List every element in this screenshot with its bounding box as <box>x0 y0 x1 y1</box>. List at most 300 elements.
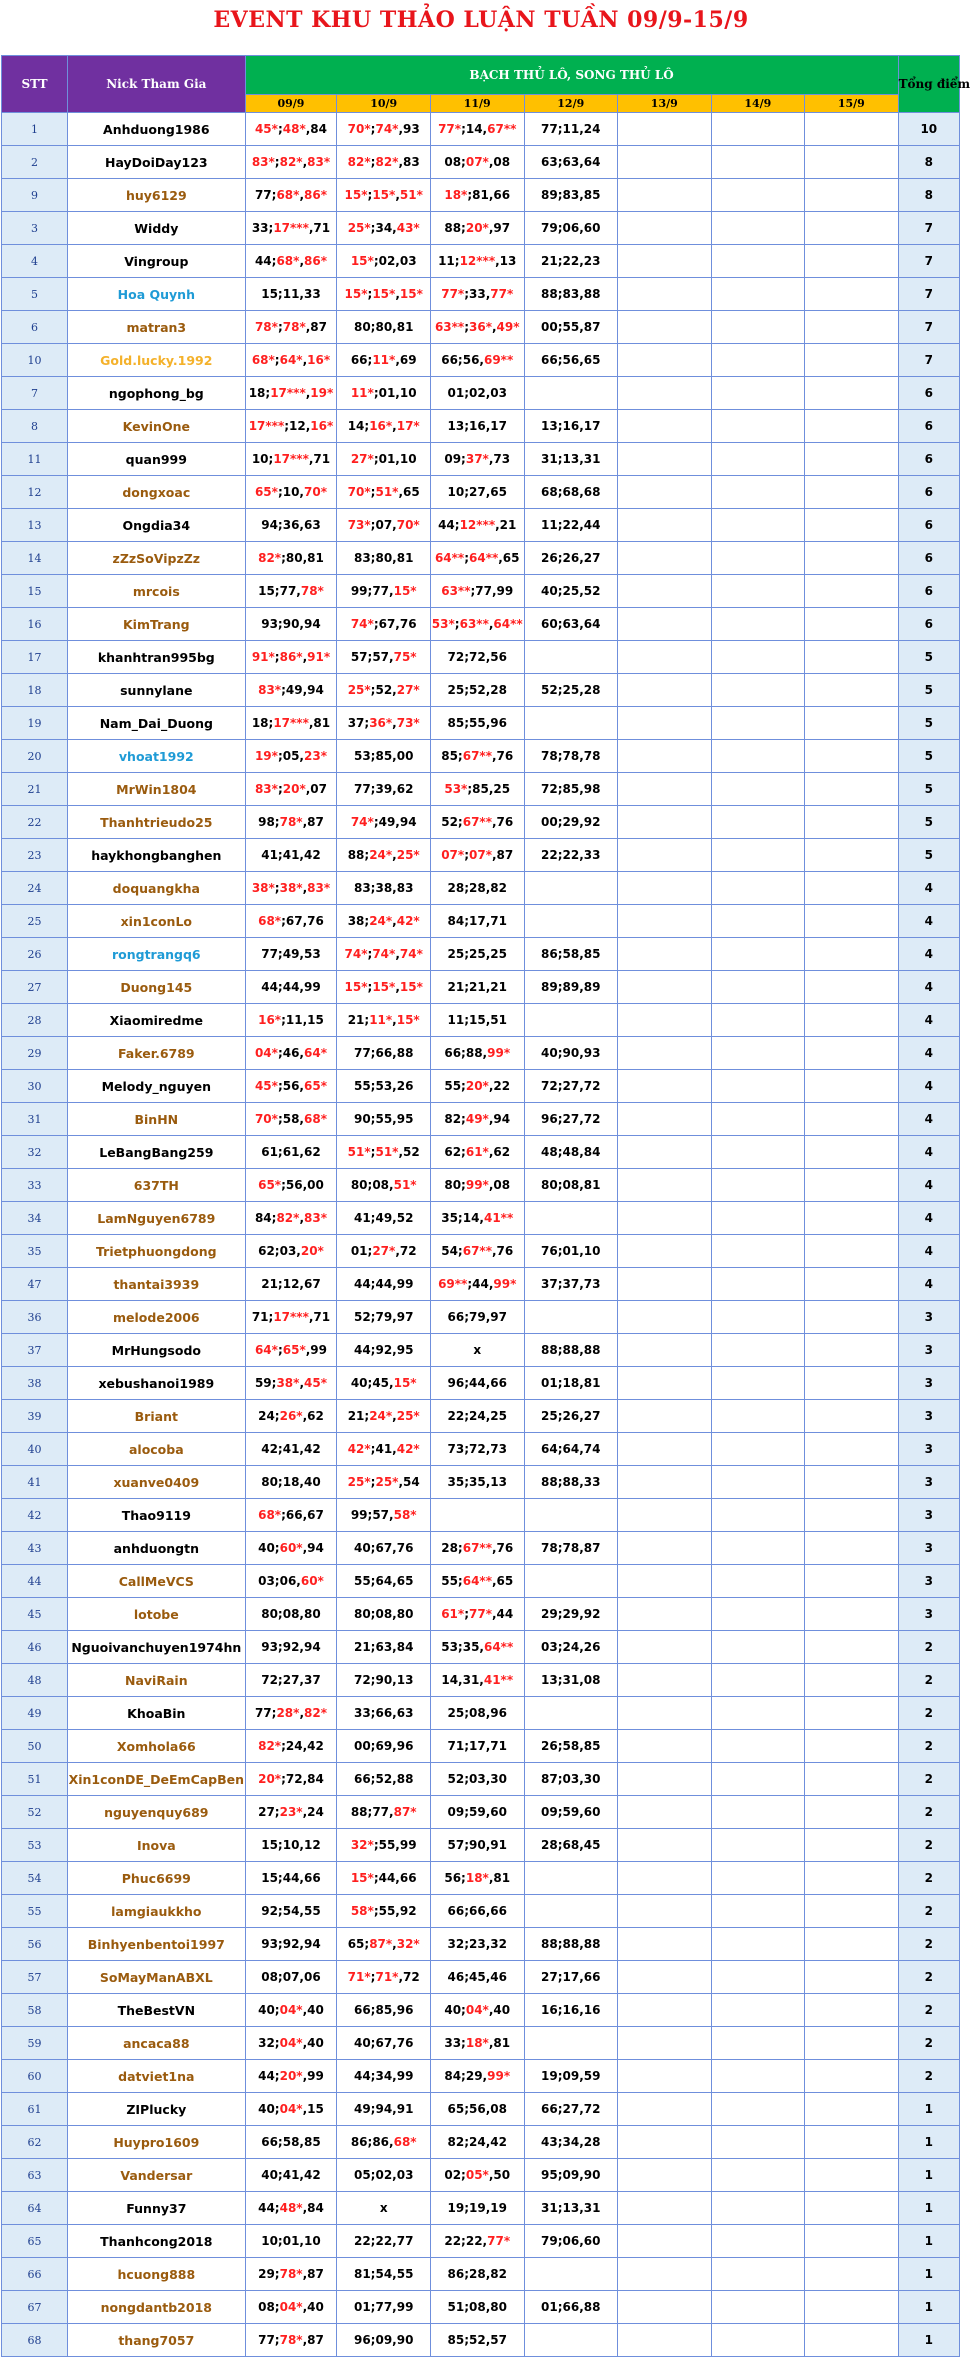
plain-number: 08; <box>444 155 466 169</box>
row-day-value: 40;41,42 <box>245 2159 337 2192</box>
row-total: 4 <box>898 938 959 971</box>
row-day-value <box>337 1235 431 1268</box>
hit-number: 64* <box>304 1046 327 1060</box>
row-day-value: 78;78,78 <box>524 740 618 773</box>
plain-number: ,93 <box>398 122 420 136</box>
plain-number: , <box>299 1211 304 1225</box>
hit-number: 60* <box>279 1541 303 1555</box>
row-stt: 67 <box>2 2291 68 2324</box>
row-day-value <box>245 311 337 344</box>
row-day-value <box>337 674 431 707</box>
row-day-value <box>711 1433 805 1466</box>
row-nick: Xomhola66 <box>68 1730 245 1763</box>
row-total: 1 <box>898 2192 959 2225</box>
row-day-value <box>430 773 524 806</box>
row-nick: melode2006 <box>68 1301 245 1334</box>
row-day-value <box>618 1301 712 1334</box>
table-row <box>2 410 960 443</box>
row-total: 4 <box>898 1136 959 1169</box>
hit-number: 53* <box>444 782 468 796</box>
row-day-value <box>711 1598 805 1631</box>
row-day-value: 01;77,99 <box>337 2291 431 2324</box>
row-day-value <box>337 1367 431 1400</box>
hit-number: 82* <box>347 155 371 169</box>
row-total: 3 <box>898 1433 959 1466</box>
table-row <box>2 509 960 542</box>
row-nick: vhoat1992 <box>68 740 245 773</box>
row-total: 2 <box>898 1862 959 1895</box>
hit-number: 17* <box>396 419 420 433</box>
hit-number: 42* <box>347 1442 371 1456</box>
plain-number: ,71 <box>308 452 331 466</box>
plain-number: ;44,66 <box>373 1871 417 1885</box>
row-day-value <box>711 905 805 938</box>
row-day-value <box>618 1928 712 1961</box>
row-nick: NaviRain <box>68 1664 245 1697</box>
plain-number: ,22 <box>488 1079 511 1093</box>
row-day-value <box>711 1895 805 1928</box>
row-nick: huy6129 <box>68 179 245 212</box>
row-stt: 23 <box>2 839 68 872</box>
hit-number: 43* <box>396 221 420 235</box>
row-day-value <box>711 278 805 311</box>
row-day-value <box>618 938 712 971</box>
row-day-value: 44;44,99 <box>245 971 337 1004</box>
row-day-value <box>337 971 431 1004</box>
row-day-value <box>711 311 805 344</box>
row-total: 2 <box>898 1730 959 1763</box>
row-day-value <box>805 839 899 872</box>
hit-number: 51* <box>375 485 399 499</box>
hit-number: 25* <box>347 683 371 697</box>
row-stt: 34 <box>2 1202 68 1235</box>
hit-number: 82* <box>276 1211 300 1225</box>
row-day-value <box>711 1796 805 1829</box>
plain-number: ; <box>274 650 280 664</box>
row-day-value: 79;06,60 <box>524 2225 618 2258</box>
row-day-value: 05;02,03 <box>337 2159 431 2192</box>
header-nick: Nick Tham Gia <box>68 56 245 113</box>
row-day-value <box>337 377 431 410</box>
row-day-value: 61;61,62 <box>245 1136 337 1169</box>
hit-number: 17*** <box>248 419 285 433</box>
row-day-value: 94;36,63 <box>245 509 337 542</box>
hit-number: 17*** <box>270 386 306 400</box>
row-day-value <box>618 1697 712 1730</box>
table-row <box>2 1598 960 1631</box>
hit-number: 12*** <box>459 254 496 268</box>
plain-number: , <box>488 617 494 631</box>
row-total: 1 <box>898 2225 959 2258</box>
row-day-value <box>805 1466 899 1499</box>
row-day-value: 80;18,40 <box>245 1466 337 1499</box>
row-day-value <box>524 1565 618 1598</box>
plain-number: 77; <box>254 188 277 202</box>
row-total: 3 <box>898 1598 959 1631</box>
row-day-value <box>805 1037 899 1070</box>
row-total: 7 <box>898 278 959 311</box>
row-day-value: 40;90,93 <box>524 1037 618 1070</box>
row-day-value: 82;24,42 <box>430 2126 524 2159</box>
plain-number: ,87 <box>491 848 514 862</box>
hit-number: 15* <box>344 188 368 202</box>
plain-number: ;41, <box>370 1442 397 1456</box>
row-day-value <box>618 179 712 212</box>
row-day-value: 60;63,64 <box>524 608 618 641</box>
header-day: 13/9 <box>618 94 712 112</box>
hit-number: 27* <box>350 452 374 466</box>
row-total: 2 <box>898 1994 959 2027</box>
hit-number: 69** <box>438 1277 468 1291</box>
hit-number: 99* <box>493 1277 517 1291</box>
plain-number: ; <box>367 980 373 994</box>
row-day-value <box>337 905 431 938</box>
hit-number: 28* <box>276 1706 300 1720</box>
plain-number: , <box>392 914 397 928</box>
row-day-value: 29;29,92 <box>524 1598 618 1631</box>
row-nick: Thao9119 <box>68 1499 245 1532</box>
table-row <box>2 179 960 212</box>
plain-number: 84; <box>254 1211 277 1225</box>
plain-number: ,76 <box>491 1244 514 1258</box>
hit-number: 25* <box>347 221 371 235</box>
plain-number: ;10, <box>277 485 304 499</box>
row-nick: lotobe <box>68 1598 245 1631</box>
row-day-value: 15;11,33 <box>245 278 337 311</box>
table-row <box>2 1070 960 1103</box>
row-day-value: x <box>430 1334 524 1367</box>
row-day-value <box>711 1994 805 2027</box>
row-day-value <box>711 113 805 146</box>
row-day-value <box>245 542 337 575</box>
hit-number: 71* <box>375 1970 399 1984</box>
row-day-value <box>805 212 899 245</box>
row-day-value: 26;26,27 <box>524 542 618 575</box>
row-day-value <box>245 1796 337 1829</box>
table-row <box>2 146 960 179</box>
row-day-value <box>618 1895 712 1928</box>
hit-number: 74* <box>350 815 374 829</box>
row-day-value <box>245 476 337 509</box>
row-day-value: 44;44,99 <box>337 1268 431 1301</box>
plain-number: 80;08, <box>350 1178 394 1192</box>
table-row <box>2 1631 960 1664</box>
row-day-value: 25;08,96 <box>430 1697 524 1730</box>
plain-number: , <box>395 947 400 961</box>
row-nick: Nam_Dai_Duong <box>68 707 245 740</box>
row-day-value <box>337 608 431 641</box>
row-day-value <box>711 1136 805 1169</box>
row-day-value <box>805 1664 899 1697</box>
row-day-value: 37;37,73 <box>524 1268 618 1301</box>
row-day-value <box>711 1763 805 1796</box>
row-day-value <box>524 641 618 674</box>
hit-number: 69** <box>483 353 514 367</box>
row-stt: 62 <box>2 2126 68 2159</box>
hit-number: 15* <box>393 584 417 598</box>
row-day-value: 35;35,13 <box>430 1466 524 1499</box>
row-day-value: 63;63,64 <box>524 146 618 179</box>
row-day-value <box>711 2258 805 2291</box>
row-nick: xuanve0409 <box>68 1466 245 1499</box>
row-total: 2 <box>898 2027 959 2060</box>
header-day: 15/9 <box>805 94 899 112</box>
row-stt: 14 <box>2 542 68 575</box>
row-total: 3 <box>898 1499 959 1532</box>
row-day-value <box>245 344 337 377</box>
row-stt: 57 <box>2 1961 68 1994</box>
row-day-value: 22;24,25 <box>430 1400 524 1433</box>
plain-number: ; <box>464 848 469 862</box>
row-day-value: 77;11,24 <box>524 113 618 146</box>
hit-number: 74* <box>344 947 368 961</box>
row-stt: 7 <box>2 377 68 410</box>
row-day-value <box>711 938 805 971</box>
row-nick: thantai3939 <box>68 1268 245 1301</box>
hit-number: 15* <box>372 287 396 301</box>
plain-number: ,24 <box>302 1805 324 1819</box>
row-total: 2 <box>898 1763 959 1796</box>
plain-number: 86;86, <box>350 2135 394 2149</box>
plain-number: ;52, <box>370 683 397 697</box>
row-day-value <box>337 245 431 278</box>
table-row <box>2 1202 960 1235</box>
row-total: 2 <box>898 1928 959 1961</box>
row-day-value: 55;53,26 <box>337 1070 431 1103</box>
row-day-value: 92;54,55 <box>245 1895 337 1928</box>
row-day-value <box>337 278 431 311</box>
row-nick: mrcois <box>68 575 245 608</box>
row-day-value <box>711 344 805 377</box>
row-day-value: 51;08,80 <box>430 2291 524 2324</box>
hit-number: 42* <box>396 914 420 928</box>
row-day-value <box>245 410 337 443</box>
hit-number: 04* <box>254 1046 278 1060</box>
row-day-value <box>711 1499 805 1532</box>
plain-number: ;24,42 <box>281 1739 324 1753</box>
hit-number: 86* <box>304 188 327 202</box>
hit-number: 24* <box>369 914 393 928</box>
plain-number: 21; <box>347 1013 370 1027</box>
plain-number: ;49,94 <box>281 683 324 697</box>
hit-number: 17*** <box>273 221 309 235</box>
plain-number: 08; <box>258 2300 280 2314</box>
row-day-value: 76;01,10 <box>524 1235 618 1268</box>
row-day-value <box>337 1961 431 1994</box>
row-day-value: 28;68,45 <box>524 1829 618 1862</box>
row-day-value <box>618 2060 712 2093</box>
row-nick: lamgiaukkho <box>68 1895 245 1928</box>
row-nick: alocoba <box>68 1433 245 1466</box>
plain-number: 55; <box>441 1574 463 1588</box>
hit-number: 24* <box>369 848 393 862</box>
plain-number: ,72 <box>398 1970 420 1984</box>
plain-number: ,87 <box>302 2333 324 2347</box>
table-row <box>2 1829 960 1862</box>
row-day-value <box>805 1895 899 1928</box>
table-row <box>2 938 960 971</box>
hit-number: 51* <box>393 1178 417 1192</box>
row-day-value <box>618 2159 712 2192</box>
hit-number: 74* <box>375 122 399 136</box>
row-day-value <box>711 971 805 1004</box>
plain-number: ;81,66 <box>467 188 511 202</box>
plain-number: , <box>392 716 397 730</box>
table-row <box>2 1532 960 1565</box>
row-day-value <box>805 311 899 344</box>
row-day-value <box>245 1235 337 1268</box>
hit-number: 60* <box>300 1574 324 1588</box>
row-stt: 65 <box>2 2225 68 2258</box>
plain-number: , <box>395 287 400 301</box>
hit-number: 77* <box>487 2234 511 2248</box>
plain-number: 59; <box>254 1376 277 1390</box>
hit-number: 53* <box>431 617 455 631</box>
row-nick: Trietphuongdong <box>68 1235 245 1268</box>
row-day-value <box>805 1268 899 1301</box>
plain-number: 14; <box>347 419 370 433</box>
row-day-value <box>618 1730 712 1763</box>
row-stt: 1 <box>2 113 68 146</box>
hit-number: 23* <box>279 1805 303 1819</box>
row-nick: Xiaomiredme <box>68 1004 245 1037</box>
table-row <box>2 1664 960 1697</box>
table-row <box>2 1433 960 1466</box>
plain-number: 11; <box>438 254 460 268</box>
row-stt: 45 <box>2 1598 68 1631</box>
row-day-value <box>245 1532 337 1565</box>
hit-number: 04* <box>279 2300 303 2314</box>
row-day-value: 89;89,89 <box>524 971 618 1004</box>
row-total: 1 <box>898 2126 959 2159</box>
row-day-value <box>805 443 899 476</box>
hit-number: 15* <box>399 980 423 994</box>
row-day-value <box>618 2225 712 2258</box>
table-row <box>2 245 960 278</box>
row-total: 4 <box>898 1103 959 1136</box>
row-day-value <box>711 2324 805 2357</box>
row-stt: 51 <box>2 1763 68 1796</box>
plain-number: 44; <box>258 2069 280 2083</box>
row-day-value <box>524 1697 618 1730</box>
row-day-value <box>805 938 899 971</box>
plain-number: ,99 <box>305 1343 327 1357</box>
plain-number: ,40 <box>302 2003 324 2017</box>
row-day-value: 93;92,94 <box>245 1631 337 1664</box>
row-day-value <box>430 1862 524 1895</box>
row-day-value <box>618 212 712 245</box>
plain-number: 71; <box>251 1310 274 1324</box>
plain-number: ;33, <box>464 287 491 301</box>
row-total: 6 <box>898 377 959 410</box>
row-day-value <box>618 872 712 905</box>
row-total: 2 <box>898 1664 959 1697</box>
table-row <box>2 1235 960 1268</box>
row-day-value <box>618 1598 712 1631</box>
row-day-value <box>618 1136 712 1169</box>
table-row <box>2 278 960 311</box>
plain-number: ; <box>464 551 469 565</box>
plain-number: , <box>392 848 397 862</box>
row-total: 6 <box>898 410 959 443</box>
row-day-value <box>618 1796 712 1829</box>
row-day-value: 21;22,23 <box>524 245 618 278</box>
row-nick: LeBangBang259 <box>68 1136 245 1169</box>
row-day-value <box>805 905 899 938</box>
row-day-value <box>430 344 524 377</box>
row-day-value <box>805 1136 899 1169</box>
row-day-value <box>337 1499 431 1532</box>
row-nick: BinHN <box>68 1103 245 1136</box>
plain-number: ;02,03 <box>373 254 417 268</box>
hit-number: 63** <box>441 584 471 598</box>
row-day-value <box>430 575 524 608</box>
row-day-value: 93;90,94 <box>245 608 337 641</box>
row-day-value: 13;16,17 <box>430 410 524 443</box>
row-stt: 21 <box>2 773 68 806</box>
row-nick: datviet1na <box>68 2060 245 2093</box>
row-day-value: 42;41,42 <box>245 1433 337 1466</box>
row-day-value: 77;49,53 <box>245 938 337 971</box>
row-day-value <box>245 575 337 608</box>
row-day-value <box>711 2225 805 2258</box>
row-day-value: 27;17,66 <box>524 1961 618 1994</box>
plain-number: 98; <box>258 815 280 829</box>
row-stt: 12 <box>2 476 68 509</box>
hit-number: 91* <box>307 650 331 664</box>
plain-number: ,40 <box>302 2036 324 2050</box>
plain-number: 02; <box>444 2168 466 2182</box>
hit-number: 36* <box>469 320 492 334</box>
hit-number: 41** <box>483 1211 514 1225</box>
row-day-value <box>337 1862 431 1895</box>
hit-number: 78* <box>300 584 324 598</box>
hit-number: 61* <box>465 1145 489 1159</box>
row-stt: 49 <box>2 1697 68 1730</box>
row-day-value: 89;83,85 <box>524 179 618 212</box>
row-nick: KimTrang <box>68 608 245 641</box>
row-day-value: 01;02,03 <box>430 377 524 410</box>
row-total: 3 <box>898 1367 959 1400</box>
row-nick: Briant <box>68 1400 245 1433</box>
table-row <box>2 1862 960 1895</box>
row-day-value: 80;08,81 <box>524 1169 618 1202</box>
row-day-value: 52;03,30 <box>430 1763 524 1796</box>
hit-number: 65* <box>282 1343 306 1357</box>
hit-number: 67** <box>487 122 517 136</box>
hit-number: 04* <box>279 2036 303 2050</box>
plain-number: ; <box>277 320 283 334</box>
table-row <box>2 1103 960 1136</box>
table-row <box>2 1763 960 1796</box>
row-day-value: 22;22,33 <box>524 839 618 872</box>
results-table <box>1 55 970 2357</box>
row-day-value <box>711 1037 805 1070</box>
row-total: 3 <box>898 1334 959 1367</box>
row-day-value <box>711 179 805 212</box>
hit-number: 15* <box>393 1376 417 1390</box>
row-day-value: 31;13,31 <box>524 2192 618 2225</box>
table-row <box>2 773 960 806</box>
row-day-value <box>245 2192 337 2225</box>
row-day-value <box>711 2192 805 2225</box>
table-row <box>2 2291 960 2324</box>
plain-number: 15;77, <box>258 584 301 598</box>
plain-number: , <box>302 650 308 664</box>
row-day-value <box>337 410 431 443</box>
row-stt: 16 <box>2 608 68 641</box>
plain-number: 40; <box>258 2102 280 2116</box>
